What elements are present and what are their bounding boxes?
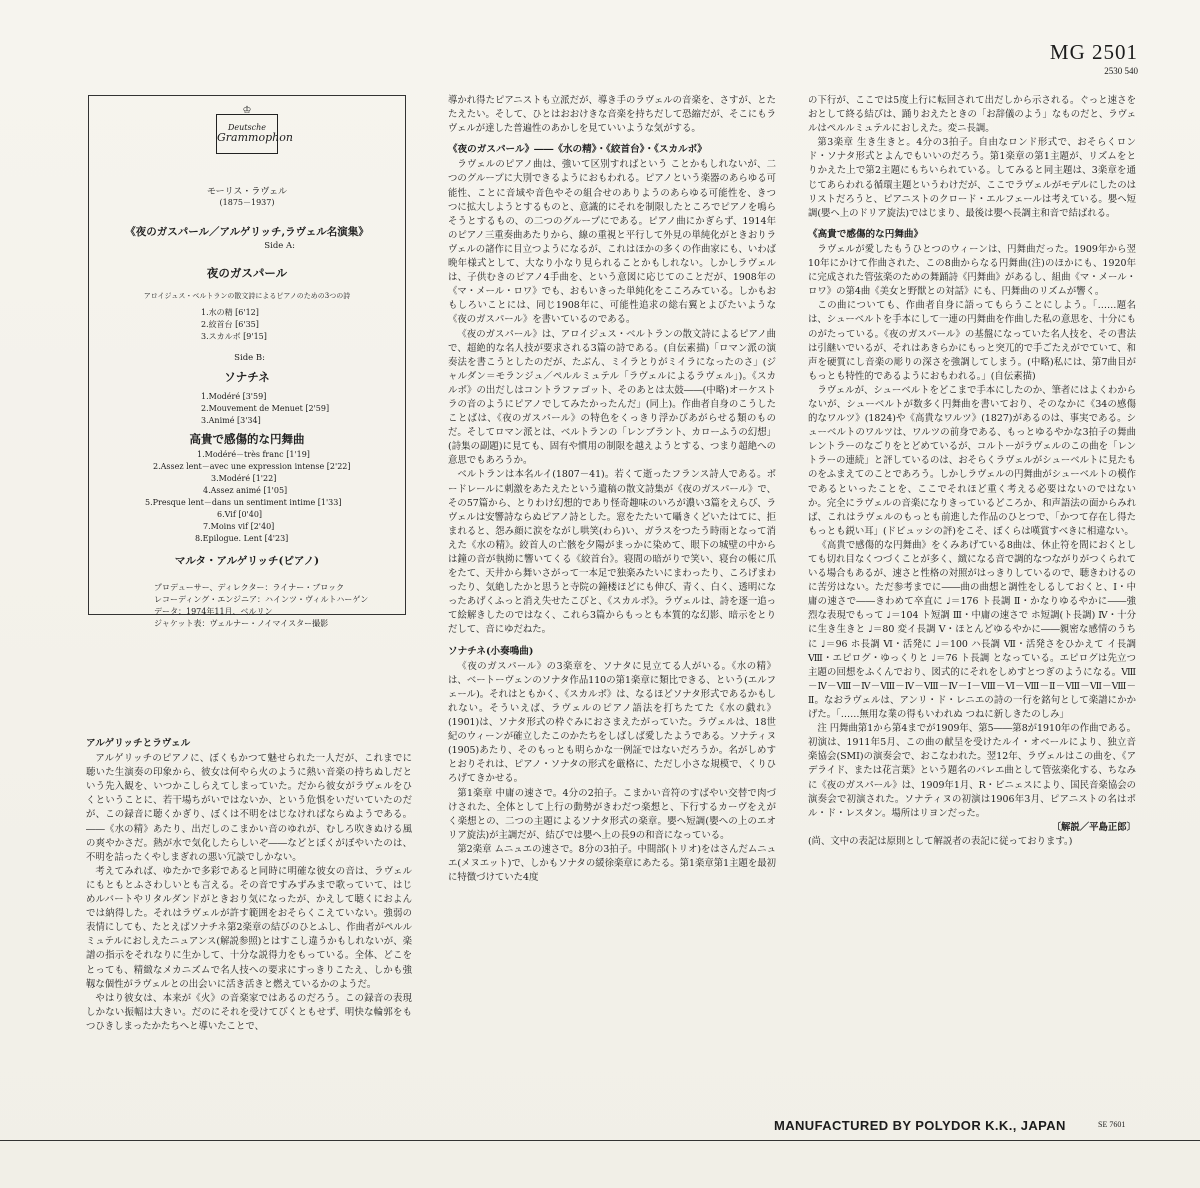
composer-name: モーリス・ラヴェル <box>206 187 288 197</box>
work2-title: ソナチネ <box>224 370 270 384</box>
work3-title: 高貴で感傷的な円舞曲 <box>189 432 305 446</box>
movement-item: 8.Epilogue. Lent [4'23] <box>195 534 289 543</box>
movement-item: 1.Modéré－très franc [1'19] <box>197 450 310 459</box>
side-b-label: Side B: <box>234 353 265 363</box>
catalog-number <box>1050 40 1138 76</box>
paragraph: 第1楽章 中庸の速さで。4分の2拍子。こまかい音符のすばやい交替で肉づけされた、全体として上行の動勢がきわだつ楽想と、下行するカーヴをえがく楽想との、二つの主題によるソナタ形式の楽章。嬰ヘ短調(嬰への上のエオリア旋法)が主調だが、結びでは嬰ヘ上の長9の和音になっている。 <box>448 787 776 841</box>
credits-box <box>88 95 406 628</box>
catalog-sub: 2530 540 <box>1104 66 1138 76</box>
paragraph: ベルトランは本名ルイ(1807－41)。若くて逝ったフランス詩人である。ボードレールに刺激をあたえたという遺稿の散文詩集が《夜のガスパール》で、その57篇から、とりわけ幻想的であり怪奇趣味のいろが濃い3篇をえらび、ラヴェルは安響詩ならぬピアノ詩とした。窓をたたいて囁きくどいたはてに、拒まれると、怨み顔に涙をながし哄笑(わら)い、ガラスをつたう時雨となって消えた《水の精》。絞首人の亡骸を夕陽がまっかに染めて、眼下の城壁の中からは鐘の音が執拗に響いてくる《絞首台》。寝間の暗がりで笑い、寝台の帳に爪をたて、天井から舞いさがって一本足で独楽みたいにまわったり、ころげまわったり、気絶したかと思うと寺院の鐘楼ほどにも伸び、青く、白く、透明になったあげくふっと消え失せたこびと、《スカルボ》。ラヴェルは、詩を逐一追って絵解きしたのではなく、これら3篇からもっとも本質的な幻影、暗示をとりだして、音にゆだねた。 <box>448 469 776 636</box>
manufacturer-line: MANUFACTURED BY POLYDOR K.K., JAPAN <box>774 1118 1066 1133</box>
movement-item: 3.スカルボ [9'15] <box>201 332 267 341</box>
credit-line: データ：1974年11月、ベルリン <box>154 607 273 616</box>
credit-line: ジャケット表：ヴェルナー・ノイマイスター撮影 <box>154 619 329 628</box>
movement-item: 3.Modéré [1'22] <box>211 474 277 483</box>
movement-item: 3.Animé [3'34] <box>201 416 261 425</box>
movement-item: 4.Assez animé [1'05] <box>203 486 288 495</box>
work1-movements <box>89 307 405 343</box>
movement-item: 2.絞首台 [6'35] <box>201 320 259 329</box>
paragraph: の下行が、ここでは5度上行に転回されて出だしから示される。ぐっと速さをおとして終る結びは、踊りおえたときの「お辞儀のよう」なものだと、ラヴェルはペルルミュテルにおしえた。変ニ長調。 <box>808 95 1136 135</box>
movement-item: 6.Vif [0'40] <box>217 510 263 519</box>
paragraph: 《夜のガスパール》の3楽章を、ソナタに見立てる人がいる。《水の精》は、ベートーヴェンのソナタ作品110の第1楽章に類比できる、という(エルフェール)。それはともかく、《スカルボ》は、なるほどソナタ形式であるかもしれない。そういえば、ラヴェルのピアノ語法を打ちたてた《水の戯れ》(1901)は、ソナタ形式の枠ぐみにおさまえたがっていた。ラヴェルは、18世紀のウィーンが確立したこのかたちをしばしば愛したようである。ソナティヌ(1905)あたり、そのもっとも明らかな一例証ではないだろうか。名がしめすとおりそれは、ピアノ・ソナタの形式を厳格に、ただし小さな規模で、くりひろげてきかせる。 <box>448 660 776 785</box>
paragraph: 第2楽章 ムニュエの速さで。8分の3拍子。中間部(トリオ)をはさんだムニュエ(メヌエット)で、しかもソナタの緩徐楽章にあたる。第1楽章第1主題を最初に特徴づけていた4度 <box>448 843 776 884</box>
section-heading: ソナチネ(小奏鳴曲) <box>448 645 534 657</box>
logo-line2: Grammophon <box>217 131 293 144</box>
side-a-label: Side A: <box>264 241 295 251</box>
note: (尚、文中の表記は原則として解説者の表記に従っております。) <box>808 835 1073 847</box>
composer-dates: (1875－1937) <box>219 198 275 207</box>
movement-item: 5.Presque lent－dans un sentiment intime [1'33] <box>145 498 342 507</box>
footer-rule <box>0 1140 1200 1141</box>
paragraph: やはり彼女は、本来が《火》の音楽家ではあるのだろう。この録音の表現しかない振幅は大きい。だのにそれを受けてびくともせず、明快な輪郭をもつひきしまったかたちへと導いたことで、 <box>86 992 412 1032</box>
movement-item: 2.Assez lent－avec une expression intense [2'22] <box>153 462 351 471</box>
paragraph: 《高貴で感傷的な円舞曲》をくみあげている8曲は、休止符を間におくとしても切れ目なくつづくことが多く、緻になる音で調的なつながりがつくられている場合もあるが、速さと性格の対照がはっきりしているので、聴きわけるのに苦労はない。ただ参考までに――曲の曲想と調性をしるしておくと、Ⅰ・中庸の速さで――きわめて卒直に ♩＝176 ト長調 Ⅱ・かなりゆるやかに――強烈な表現でもって ♩＝104 ト短調 Ⅲ・中庸の速さで ホ短調(ト長調) Ⅳ・十分に生き生きと ♩＝80 変イ長調 Ⅴ・ほとんどゆるやかに――親密な感情のうちに ♩＝96 ホ長調 Ⅵ・活発に ♩＝100 ハ長調 Ⅶ・活発さをひかえて イ長調 Ⅷ・エピログ・ゆっくりと ♩＝76 ト長調 となっている。エピログは先立つ主題の回想をふくんでおり、図式的にそれをしめすとつぎのようになる。Ⅷ－Ⅳ－Ⅷ－Ⅳ－Ⅷ－Ⅳ－Ⅷ－Ⅳ－Ⅰ－Ⅷ－Ⅵ－Ⅷ－Ⅱ－Ⅷ－Ⅶ－Ⅷ－Ⅱ。なおラヴェルは、アンリ・ド・レニエの詩の一行を銘句として楽譜にかかげた。「……無用な業の得もいわれぬ つねに新しきたのしみ」 <box>808 539 1136 721</box>
album-title: 《夜のガスパール／アルゲリッチ,ラヴェル名演集》 <box>125 226 369 238</box>
crown-icon: ♔ <box>242 105 252 116</box>
work1-subtitle: アロイジュス・ベルトランの散文詩によるピアノのための3つの詩 <box>143 292 351 300</box>
section-heading: 《夜のガスパール》――《水の精》・《絞首台》・《スカルボ》 <box>448 144 707 156</box>
production-credits <box>89 582 405 630</box>
paragraph: 《夜のガスパール》は、アロイジュス・ベルトランの散文詩によるピアノ曲で、超絶的な名人技が要求される3篇の詩である。(自伝素描)「ロマン派の演奏法を書こうとしたのだが、たぶん、ミイラとりがミイラになったのさ」(ジャルダン＝モランジュ／ペルルミュテル「ラヴェルによるラヴェル」)。《スカルボ》の出だしはコントラファゴット、そのあとは太鼓――(中略)オーケストラの音のようにピアノでしてみたかったんだ」(同上)。作曲者自身のこうしたことばは、《夜のガスパール》の特色をくっきり浮かびあがらせる類のものだ。そしてロマン派とは、ベルトランの「レンブラント、カローふうの幻想」(詩集の副題)に見ても、固有や慣用の制限を越えようとする、つまり超絶への意思でもあろうか。 <box>448 328 776 467</box>
paragraph: ラヴェルのピアノ曲は、強いて区別すればという ことかもしれないが、二つのグループに大別できるようにおもわれる。ピアノという楽器のあらゆる可能性、ことに音域や音色やその組合せのありようのあらゆる可能性を、きつつに拡大しようとするものと、意識的にそれを制限したところでピアノを鳴らそうとするもの、の二つのグループにである。ピアノ曲にかぎらず、1914年のピアノ三重奏曲あたりから、線の重視と平行して外見の単純化がときおりラヴェルの諸作に目立つようになるが、これはほかの多くの作曲家にも、いわば晩年様式として、大なり小なり見られることかもしれない。しかしラヴェルは、子供むきのピアノ4手曲を、という意図に応じてのことだが、1908年の《マ・メール・ロワ》でも、おもいきった単純化をこころみている。しかもおもしろいことには、同じ1908年に、可能性追求の総右翼とよびたいような《夜のガスパール》を書いているのである。 <box>448 159 776 326</box>
column-left <box>86 730 412 1034</box>
paragraph: アルゲリッチのピアノに、ぼくもかつて魅せられた一人だが、これまでに聴いた生演奏の印象から、彼女は何やら火のように熱い音楽の持ちぬしだという先入観を、いつかこしらえてしまっていた。だから彼女がラヴェルをひくということに、若干場ちがいではないか、という危惧をいだいていたのだが、この録音に聴くかぎり、ぼくは不明をはじなければならぬようである。――《水の精》あたり、出だしのこまかい音のゆれが、むしろ吹きぬける風の爽やかさだ。熱が水で気化したらしいぞ――などとぼくがぼやいたのは、不明を詰ったくやしまぎれの悪い冗談でしかない。 <box>86 753 412 863</box>
movement-item: 2.Mouvement de Menuet [2'59] <box>201 404 330 413</box>
work1-title: 夜のガスパール <box>206 266 288 280</box>
author-credit: 〔解説／平島正郎〕 <box>1051 821 1136 833</box>
paragraph: 注 円舞曲第1から第4までが1909年、第5――第8が1910年の作曲である。初演は、1911年5月、この曲の献呈を受けたルイ・オベールにより、独立音楽協会(SMI)の演奏会で、おこなわれた。翌12年、ラヴェルはこの曲を、《アデライド、または花言葉》という題名のバレエ曲として管弦楽化する、ちなみに《夜のガスパール》は、1909年1月、R・ビニェスにより、国民音楽協会の演奏会で初演された。ソナティヌの初演は1906年3月、ピアニストの名はポル・ド・レスタン。場所はリヨンだった。 <box>808 723 1136 819</box>
paragraph: 考えてみれば、ゆたかで多彩であると同時に明確な彼女の音は、ラヴェルにもともとふさわしいとも言える。その音ですみずみまで歌っていて、はじめルバートやリタルダンドがときおり気になったが、かえして聴くにおよんでは納得した。それはラヴェルが許す範囲をおそらくこえていない。強弱の表情にしても、たとえばソナチネ第2楽章の結びのひとふし、作曲者がペルルミュテルにおしえたニュアンス(解説参照)とはすこし違うかもしれないが、楽譜の指示をそれなりに生かして、十分な説得力をもっている。全体、どこをとっても、精緻なメカニズムで名人技への要求にすっきりこたえ、しかも強靱な個性がラヴェルとの出会いに活き活きと燃えているかのようだ。 <box>86 865 412 990</box>
catalog-main: MG 2501 <box>1049 40 1138 64</box>
movement-item: 1.Modéré [3'59] <box>201 392 267 401</box>
column-middle <box>448 94 776 885</box>
paragraph: ラヴェルが愛したもうひとつのウィーンは、円舞曲だった。1909年から翌10年にかけて作曲された、この8曲からなる円舞曲(注)のほかにも、1920年に完成された管弦楽のための舞踊詩《円舞曲》があるし、組曲《マ・メール・ロワ》の第4曲《美女と野獣との対話》にも、円舞曲のリズムが響く。 <box>808 243 1136 298</box>
paragraph: この曲についても、作曲者自身に語ってもらうことにしよう。「……題名は、シューベルトを手本にして一連の円舞曲を作曲した私の意思を、十分にものがたっている。《夜のガスパール》の基盤になっていた名人技を、その書法は引継いでいるが、それはあきらかにもっと突兀的で手ごたえがでていて、和声を硬質にし音楽の彫りの深さを強調してしまう。(中略)私には、第7曲目がもっとも特性的であるようにおもわれる。」(自伝素描) <box>808 300 1136 382</box>
column-right <box>808 94 1136 849</box>
dg-logo <box>216 105 293 154</box>
logo-line1: Deutsche <box>228 123 266 132</box>
credit-line: レコーディング・エンジニア：ハインツ・ヴィルトハーゲン <box>154 595 369 604</box>
paragraph: ラヴェルが、シューベルトをどこまで手本にしたのか、筆者にはよくわからないが、シューベルトが数多く円舞曲を書いており、そのなかに《34の感傷的なワルツ》(1824)や《高貴なワルツ》(1827)があるのは、事実である。シューベルトのワルツは、ワルツの前身である、もっとゆるやかな3拍子の舞曲レントラーのなごりをとどめているが、コルトーがラヴェルのこの曲を「レントラーの連続」と評しているのは、おそらくラヴェルがシューベルトに見たものをふまえてのことであろう。しかしラヴェルの円舞曲がシューベルトの模作であるといったことを、ここでそれほど重く考える必要はないのではないか。完全にラヴェルの音楽になりきっているどころか、和声語法の面からみれば、これはラヴェルのもっとも前進した作品のひとつで、「かつて存在し得たもっとも鋭い耳」(ドビュッシの評)をこそ、ぼくらは嘆賞すべきに相違ない。 <box>808 384 1136 537</box>
paragraph: 第3楽章 生き生きと。4分の3拍子。自由なロンド形式で、おそらくロンド・ソナタ形式とよんでもいいのだろう。第1楽章の第1主題が、リズムをとりかえた上で第2主題にもちいられている。してみると同主題は、3楽章を通じてあらわれる循環主題というわけだが、ここでラヴェルがモデルにしたのはリストだろうと、ピアニストのクロード・エルフェールは考えている。嬰ヘ短調(嬰ヘ上のドリア旋法)ではじまり、最後は嬰ヘ長調主和音で結ばれる。 <box>808 137 1136 219</box>
work2-movements <box>89 391 405 427</box>
performer: マルタ・アルゲリッチ(ピアノ) <box>174 555 320 567</box>
credit-line: プロデューサー、ディレクター：ライナー・ブロック <box>154 583 345 592</box>
paragraph: 導かれ得たピアニストも立派だが、導き手のラヴェルの音楽を、さすが、とたたえたい。そして、ひとはおおけきな音楽を持ちだして恐縮だが、そこにもラヴェルが達した普遍性のあかしを見ていいような気がする。 <box>448 95 776 135</box>
movement-item: 1.水の精 [6'12] <box>201 308 259 317</box>
work3-movements <box>89 449 405 545</box>
section-heading: 《高貴で感傷的な円舞曲》 <box>808 228 924 240</box>
section-heading: アルゲリッチとラヴェル <box>86 738 191 749</box>
movement-item: 7.Moins vif [2'40] <box>203 522 275 531</box>
footer-code: SE 7601 <box>1098 1120 1126 1129</box>
